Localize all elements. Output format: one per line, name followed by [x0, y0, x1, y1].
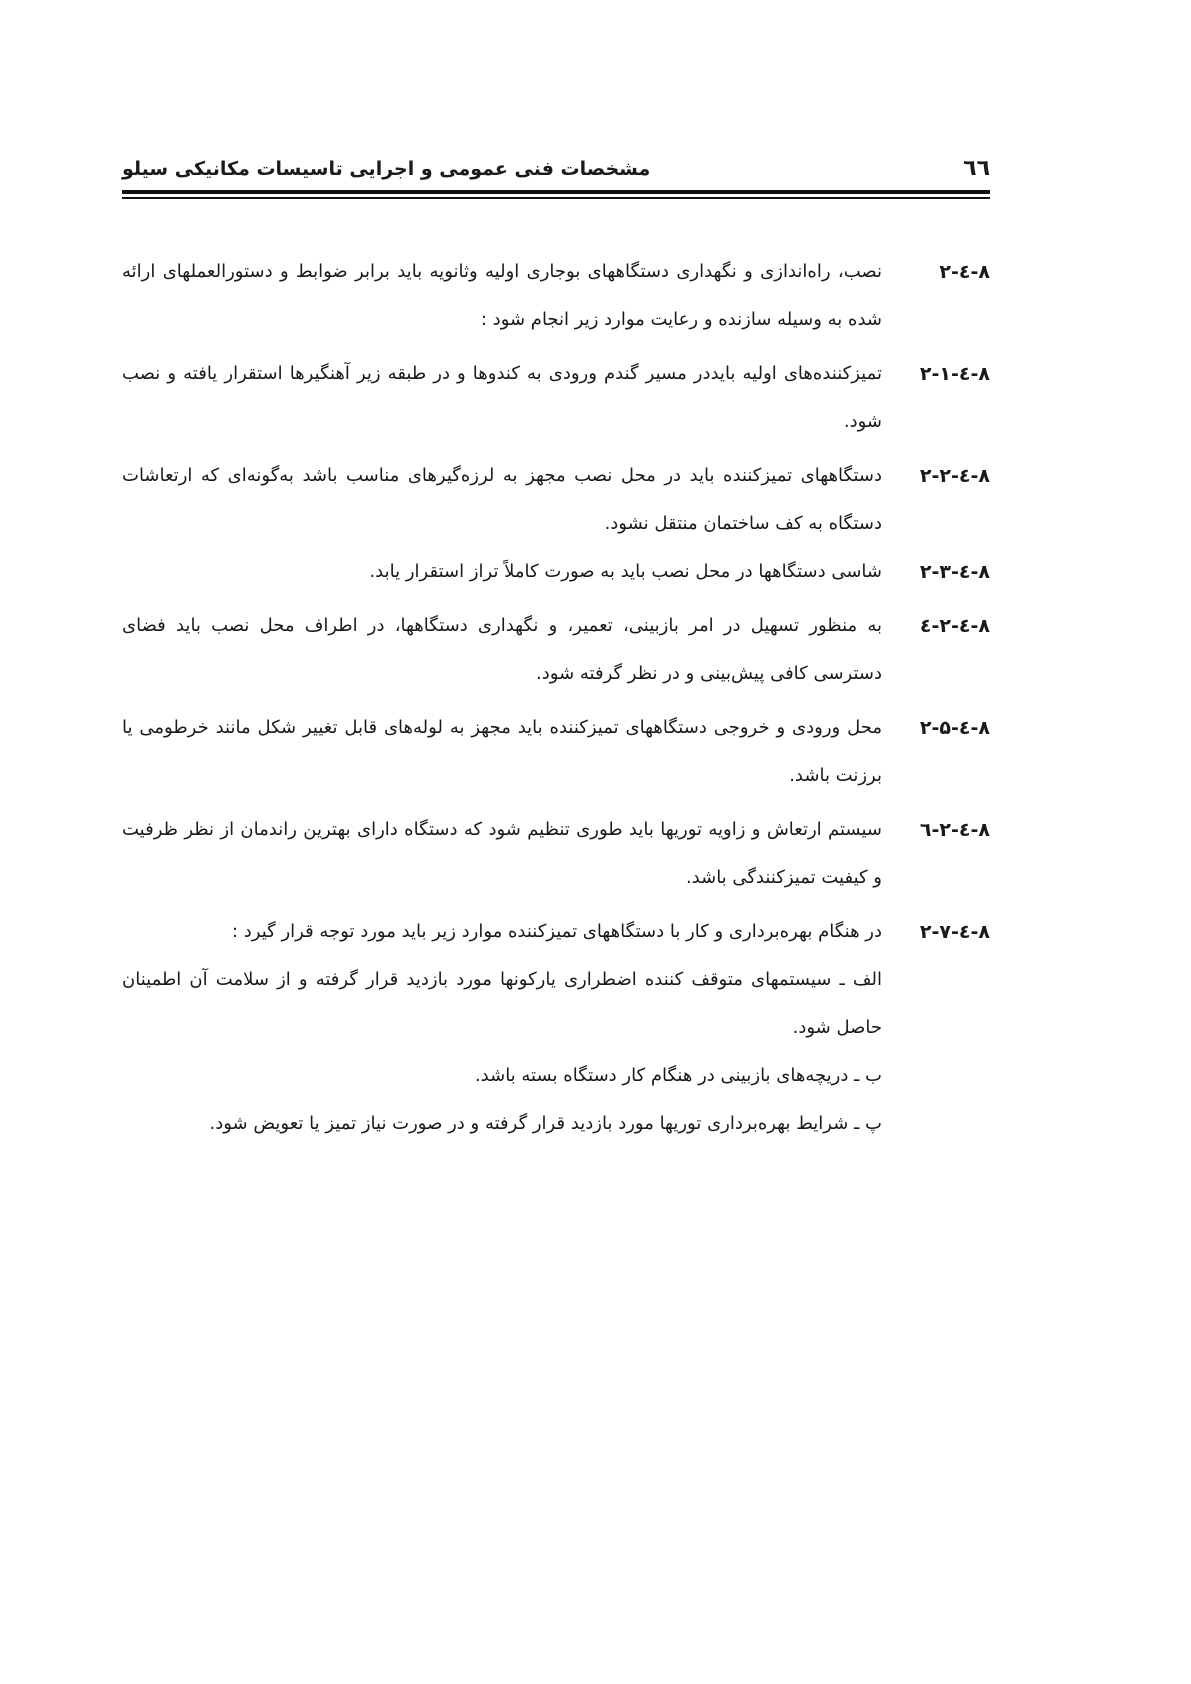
section-text: دستگاههای تمیزکننده باید در محل نصب مجهز به لرزه‌گیرهای مناسب باشد به‌گونه‌ای که ارتعاشات دستگاه به کف ساختمان منتقل نشود.	[122, 465, 882, 534]
section-number: ۸-٤-۲-٦	[919, 819, 990, 841]
section-8-4-2-6	[122, 806, 990, 902]
section-number: ۸-٤-۲-۵	[919, 717, 990, 739]
subitem-be	[122, 1052, 990, 1100]
header-rule-thick	[122, 190, 990, 194]
section-8-4-2-2	[122, 452, 990, 548]
running-title: مشخصات فنی عمومی و اجرایی تاسیسات مکانیکی سیلو	[122, 158, 651, 180]
section-8-4-2-4	[122, 602, 990, 698]
section-number: ۸-٤-۲-۷	[919, 921, 990, 943]
section-number: ۸-٤-۲	[939, 261, 990, 283]
section-number: ۸-٤-۲-۱	[919, 363, 990, 385]
section-text: محل ورودی و خروجی دستگاههای تمیزکننده باید مجهز به لوله‌های قابل تغییر شکل مانند خرطومی یا برزنت باشد.	[122, 717, 882, 786]
section-number: ۸-٤-۲-٤	[919, 615, 990, 637]
section-text: تمیزکننده‌های اولیه بایددر مسیر گندم ورودی به کندوها و در طبقه زیر آهنگیرها استقرار یافته و نصب شود.	[122, 363, 882, 432]
subitem-pe	[122, 1100, 990, 1148]
section-8-4-2-1	[122, 350, 990, 446]
subitem-text: پ ـ شرایط بهره‌برداری توریها مورد بازدید قرار گرفته و در صورت نیاز تمیز یا تعویض شود.	[209, 1113, 882, 1134]
section-8-4-2-7	[122, 908, 990, 956]
section-text: شاسی دستگاهها در محل نصب باید به صورت کاملاً تراز استقرار یابد.	[369, 561, 882, 582]
section-text: سیستم ارتعاش و زاویه توریها باید طوری تنظیم شود که دستگاه دارای بهترین راندمان از نظر ظرفیت و کیفیت تمیزکنندگی باشد.	[122, 819, 882, 888]
section-number: ۸-٤-۲-۲	[919, 465, 990, 487]
subitem-text: ب ـ دریچه‌های بازبینی در هنگام کار دستگاه بسته باشد.	[474, 1065, 882, 1086]
subitem-text: الف ـ سیستمهای متوقف کننده اضطراری یارکونها مورد بازدید قرار گرفته و از سلامت آن اطمینان حاصل شود.	[122, 969, 882, 1038]
subitem-alef	[122, 956, 990, 1052]
section-8-4-2-5	[122, 704, 990, 800]
header-rule-thin	[122, 197, 990, 199]
section-text: نصب، راه‌اندازی و نگهداری دستگاههای بوجاری اولیه وثانویه باید برابر ضوابط و دستورالعملهای ارائه شده به وسیله سازنده و رعایت موارد زیر انجام شود :	[122, 261, 882, 330]
page-header	[122, 150, 990, 190]
section-8-4-2	[122, 248, 990, 344]
document-body	[122, 248, 990, 1148]
section-text: در هنگام بهره‌برداری و کار با دستگاههای تمیزکننده موارد زیر باید مورد توجه قرار گیرد :	[232, 921, 882, 942]
section-8-4-2-3	[122, 548, 990, 596]
section-text: به منظور تسهیل در امر بازبینی، تعمیر، و نگهداری دستگاهها، در اطراف محل نصب باید فضای دسترسی کافی پیش‌بینی و در نظر گرفته شود.	[122, 615, 882, 684]
section-number: ۸-٤-۲-۳	[919, 561, 990, 583]
page-number: ٦٦	[963, 156, 990, 181]
